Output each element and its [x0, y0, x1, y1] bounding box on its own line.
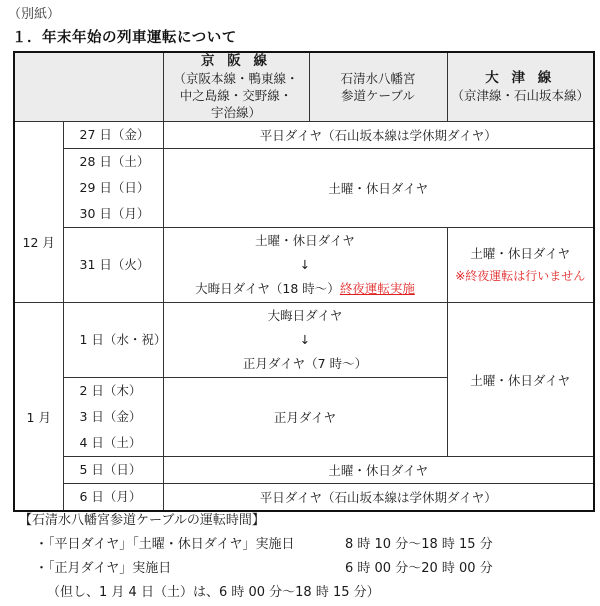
schedule-cell-keihan-cable: 正月ダイヤ [163, 378, 447, 457]
date-cell: 1 日（水・祝） [63, 303, 163, 378]
header-keihan: 京 阪 線 （京阪本線・鴨東線・ 中之島線・交野線・ 宇治線） [163, 52, 309, 122]
section-heading: １．年末年始の列車運転について [12, 30, 237, 46]
header-cable: 石清水八幡宮 参道ケーブル [309, 52, 447, 122]
table-row [14, 149, 594, 228]
schedule-cell-otsu: 土曜・休日ダイヤ ※終夜運転は行いません [447, 228, 594, 303]
schedule-cell: 土曜・休日ダイヤ [163, 149, 594, 228]
annex-label: （別紙） [8, 7, 61, 22]
date-cell: 6 日（月） [63, 484, 163, 512]
cable-hours-exception: （但し、1 月 4 日（土）は、6 時 00 分～18 時 15 分） [47, 585, 380, 600]
schedule-cell-otsu: 土曜・休日ダイヤ [447, 303, 594, 457]
header-row [14, 52, 594, 122]
schedule-cell-keihan-cable: 土曜・休日ダイヤ ↓ 大晦日ダイヤ（18 時～）終夜運転実施 [163, 228, 447, 303]
month-january: 1 月 [14, 303, 63, 512]
month-december: 12 月 [14, 122, 63, 303]
table-row [14, 303, 594, 378]
cable-hours-item: ・「正月ダイヤ」実施日 6 時 00 分～20 時 00 分 [35, 561, 493, 576]
schedule-cell: 平日ダイヤ（石山坂本線は学休期ダイヤ） [163, 122, 594, 149]
header-blank [14, 52, 163, 122]
table-row [14, 457, 594, 484]
header-otsu: 大 津 線 （京津線・石山坂本線） [447, 52, 594, 122]
cable-hours-title: 【石清水八幡宮参道ケーブルの運転時間】 [19, 513, 265, 528]
date-cell: 5 日（日） [63, 457, 163, 484]
table-row [14, 484, 594, 512]
arrow-down-icon: ↓ [299, 332, 311, 347]
arrow-down-icon: ↓ [299, 257, 311, 272]
schedule-cell: 土曜・休日ダイヤ [163, 457, 594, 484]
date-cell: 27 日（金） [63, 122, 163, 149]
schedule-cell: 平日ダイヤ（石山坂本線は学休期ダイヤ） [163, 484, 594, 512]
table-row [14, 228, 594, 303]
table-row [14, 122, 594, 149]
no-all-night-note: ※終夜運転は行いません [455, 269, 586, 283]
cable-hours-item: ・「平日ダイヤ」「土曜・休日ダイヤ」実施日 8 時 10 分～18 時 15 分 [35, 537, 493, 552]
all-night-service-link[interactable]: 終夜運転実施 [339, 281, 415, 296]
schedule-cell-keihan-cable: 大晦日ダイヤ ↓ 正月ダイヤ（7 時～） [163, 303, 447, 378]
date-cell: 2 日（木） 3 日（金） 4 日（土） [63, 378, 163, 457]
date-cell: 31 日（火） [63, 228, 163, 303]
date-cell: 28 日（土） 29 日（日） 30 日（月） [63, 149, 163, 228]
schedule-table [13, 51, 595, 512]
cable-hours-section [19, 509, 493, 605]
